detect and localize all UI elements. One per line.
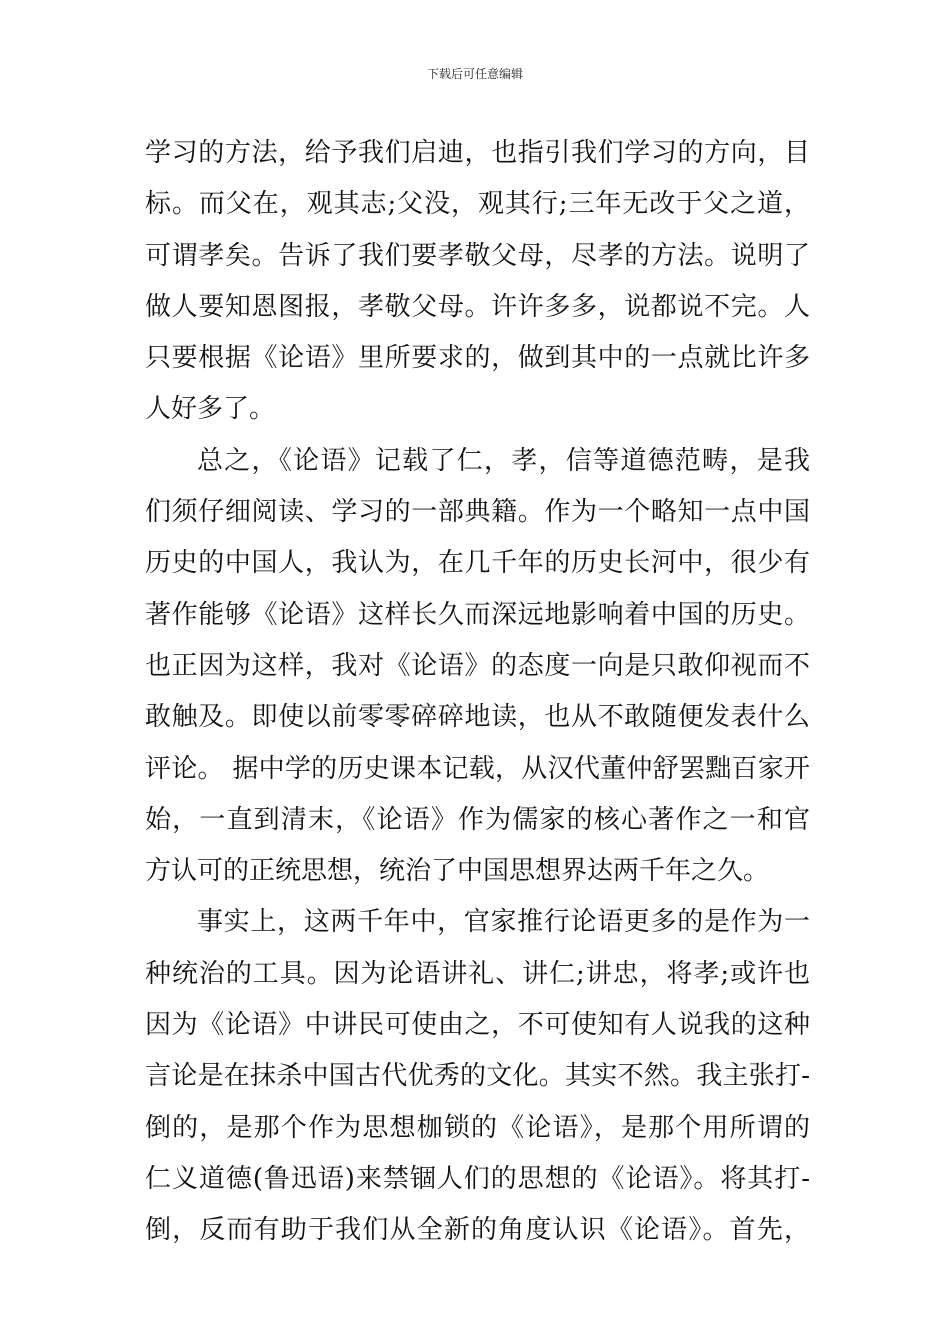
text-line: 们须仔细阅读、学习的一部典籍。作为一个略知一点中国 [145, 497, 810, 528]
text-line: 敢触及。即使以前零零碎碎地读，也从不敢随便发表什么 [145, 702, 810, 733]
text-line: 只要根据《论语》里所要求的，做到其中的一点就比许多 [145, 343, 810, 374]
paragraph-3 [145, 897, 810, 1256]
text-line: 方认可的正统思想，统治了中国思想界达两千年之久。 [145, 856, 770, 887]
page-header: 下载后可任意编辑 [426, 67, 523, 81]
text-line: 事实上，这两千年中，官家推行论语更多的是作为一 [197, 907, 810, 938]
text-line: 种统治的工具。因为论语讲礼、讲仁;讲忠，将孝;或许也 [145, 958, 810, 989]
text-line: 评论。 据中学的历史课本记载，从汉代董仲舒罢黜百家开 [145, 753, 810, 784]
document-body [145, 128, 810, 1257]
paragraph-1 [145, 128, 810, 436]
text-line: 可谓孝矣。告诉了我们要孝敬父母，尽孝的方法。说明了 [145, 240, 810, 271]
text-line: 标。而父在，观其志;父没，观其行;三年无改于父之道， [145, 189, 810, 220]
text-line: 做人要知恩图报，孝敬父母。许许多多，说都说不完。人 [145, 291, 810, 322]
text-line: 倒，反而有助于我们从全新的角度认识《论语》。首先， [145, 1215, 810, 1246]
text-line: 历史的中国人，我认为，在几千年的历史长河中，很少有 [145, 548, 810, 579]
text-line: 人好多了。 [145, 394, 276, 425]
text-line: 始，一直到清末，《论语》作为儒家的核心著作之一和官 [145, 804, 810, 835]
text-line: 倒的，是那个作为思想枷锁的《论语》，是那个用所谓的 [145, 1112, 810, 1143]
paragraph-2 [145, 436, 810, 898]
text-line: 著作能够《论语》这样长久而深远地影响着中国的历史。 [145, 599, 810, 630]
text-line: 也正因为这样，我对《论语》的态度一向是只敢仰视而不 [145, 650, 810, 681]
text-line: 仁义道德(鲁迅语)来禁锢人们的思想的《论语》。将其打- [145, 1163, 810, 1194]
text-line: 言论是在抹杀中国古代优秀的文化。其实不然。我主张打- [145, 1061, 810, 1092]
text-line: 学习的方法，给予我们启迪，也指引我们学习的方向，目 [145, 138, 810, 168]
text-line: 总之，《论语》记载了仁，孝，信等道德范畴，是我 [197, 445, 810, 476]
text-line: 因为《论语》中讲民可使由之，不可使知有人说我的这种 [145, 1010, 810, 1041]
